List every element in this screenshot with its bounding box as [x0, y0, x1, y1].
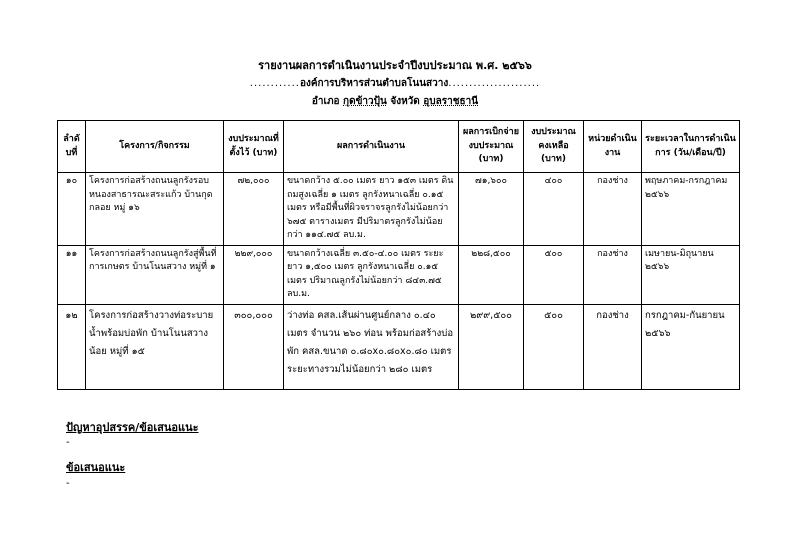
province-name: อุบลราชธานี — [423, 96, 479, 107]
problems-heading: ปัญหาอุปสรรค/ข้อเสนอแนะ — [66, 421, 199, 434]
cell-period: เมษายน-มิถุนายน ๒๕๖๖ — [642, 245, 740, 304]
col-header-budget: งบประมาณที่ตั้งไว้ (บาท) — [224, 121, 284, 173]
col-header-remaining: งบประมาณคงเหลือ (บาท) — [524, 121, 584, 173]
cell-result: ขนาดกว้างเฉลี่ย ๓.๕๐-๔.๐๐ เมตร ระยะยาว ๑,๕๐๐ เมตร ลูกรังหนาเฉลี่ย ๐.๑๕ เมตร ปริมาณลูกรังไม่น้อยกว่า ๘๔๓.๗๕ ลบ.ม. — [284, 245, 459, 304]
cell-period: พฤษภาคม-กรกฎาคม ๒๕๖๖ — [642, 173, 740, 246]
col-header-period: ระยะเวลาในการดำเนินการ (วัน/เดือน/ปี) — [642, 121, 740, 173]
cell-remaining: ๕๐๐ — [524, 245, 584, 304]
table-row — [58, 173, 740, 246]
problems-text: - — [66, 437, 70, 448]
cell-project: โครงการก่อสร้างวางท่อระบายน้ำพร้อมบ่อพัก บ้านโนนสวางน้อย หมู่ที่ ๑๕ — [86, 304, 224, 389]
cell-no: ๑๑ — [58, 245, 86, 304]
suggestions-text: - — [66, 478, 70, 489]
cell-unit: กองช่าง — [584, 245, 642, 304]
cell-budget: ๗๒,๐๐๐ — [224, 173, 284, 246]
cell-budget: ๓๐๐,๐๐๐ — [224, 304, 284, 389]
cell-result: ว่างท่อ คสล.เส้นผ่านศูนย์กลาง ๐.๔๐ เมตร จำนวน ๒๖๐ ท่อน พร้อมก่อสร้างบ่อพัก คสล.ขนาด ๐.๘๐x๐.๘๐x๐.๘๐ เมตร ระยะทางรวมไม่น้อยกว่า ๒๘๐ เมตร — [284, 304, 459, 389]
org-prefix-dots: ............ — [249, 78, 300, 89]
organization-name: องค์การบริหารส่วนตำบลโนนสวาง — [299, 78, 449, 89]
cell-period: กรกฎาคม-กันยายน ๒๕๖๖ — [642, 304, 740, 389]
table-row — [58, 304, 740, 389]
report-title: รายงานผลการดำเนินงานประจำปีงบประมาณ พ.ศ. ๒๕๖๖ — [258, 59, 532, 72]
cell-project: โครงการก่อสร้างถนนลูกรังสู่พื้นที่การเกษตร บ้านโนนสวาง หมู่ที่ ๑ — [86, 245, 224, 304]
cell-no: ๑๒ — [58, 304, 86, 389]
cell-budget: ๒๒๙,๐๐๐ — [224, 245, 284, 304]
col-header-project: โครงการ/กิจกรรม — [86, 121, 224, 173]
cell-remaining: ๔๐๐ — [524, 173, 584, 246]
col-header-unit: หน่วยดำเนินงาน — [584, 121, 642, 173]
province-label: จังหวัด — [390, 96, 420, 107]
district-label: อำเภอ — [311, 96, 340, 107]
col-header-spent: ผลการเบิกจ่ายงบประมาณ (บาท) — [459, 121, 524, 173]
district-name: กุดข้าวปุ้น — [343, 96, 387, 107]
cell-unit: กองช่าง — [584, 304, 642, 389]
location-line — [0, 94, 790, 109]
cell-project: โครงการก่อสร้างถนนลูกรังรอบหนองสาธารณะสระแก้ว บ้านกุดกลอย หมู่ ๑๖ — [86, 173, 224, 246]
col-header-result: ผลการดำเนินงาน — [284, 121, 459, 173]
cell-remaining: ๕๐๐ — [524, 304, 584, 389]
col-header-no: ลำดับที่ — [58, 121, 86, 173]
cell-spent: ๗๑,๖๐๐ — [459, 173, 524, 246]
cell-result: ขนาดกว้าง ๕.๐๐ เมตร ยาว ๑๕๓ เมตร ดินถมสูงเฉลี่ย ๑ เมตร ลูกรังหนาเฉลี่ย ๐.๑๕ เมตร หรือมีพื้นที่ผิวจราจรลูกรังไม่น้อยกว่า ๖๗๕ ตารางเมตร มีปริมาตรลูกรังไม่น้อยกว่า ๑๑๔.๗๕ ลบ.ม. — [284, 173, 459, 246]
organization-line — [0, 76, 790, 91]
cell-unit: กองช่าง — [584, 173, 642, 246]
table-row — [58, 245, 740, 304]
cell-no: ๑๐ — [58, 173, 86, 246]
cell-spent: ๒๒๘,๕๐๐ — [459, 245, 524, 304]
report-table — [57, 120, 740, 390]
suggestions-heading: ข้อเสนอแนะ — [66, 461, 126, 474]
org-suffix-dots: ...................... — [448, 78, 541, 89]
table-header-row — [58, 121, 740, 173]
cell-spent: ๒๙๙,๕๐๐ — [459, 304, 524, 389]
